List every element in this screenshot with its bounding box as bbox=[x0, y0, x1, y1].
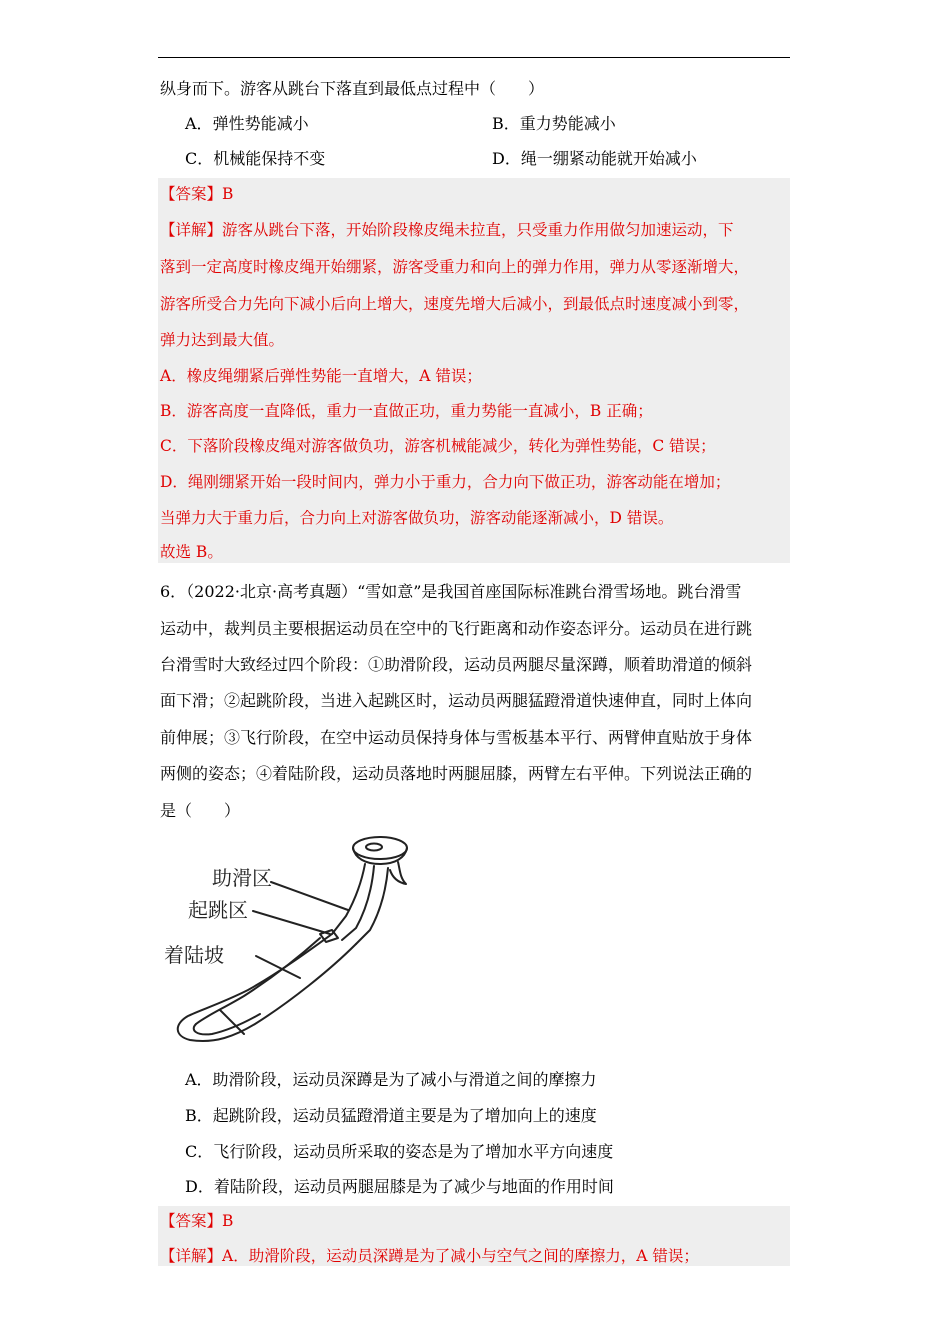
q6-stem-line: 运动中，裁判员主要根据运动员在空中的飞行距离和动作姿态评分。运动员在进行跳 bbox=[160, 619, 753, 638]
option-text: 重力势能减小 bbox=[519, 114, 616, 133]
option-letter: A． bbox=[185, 114, 213, 133]
ski-jump-drawing bbox=[160, 830, 420, 1050]
option-letter: D． bbox=[492, 149, 521, 168]
label-inrun-zone: 助滑区 bbox=[212, 866, 272, 890]
q5-explain-line: 【详解】游客从跳台下落，开始阶段橡皮绳未拉直，只受重力作用做匀加速运动，下 bbox=[160, 221, 734, 239]
option-text: 弹性势能减小 bbox=[212, 114, 309, 133]
ski-jump-figure bbox=[160, 830, 420, 1050]
q5-explain-line: 故选 B。 bbox=[160, 543, 223, 561]
q5-explain-line: A．橡皮绳绷紧后弹性势能一直增大，A 错误； bbox=[160, 367, 482, 385]
q6-stem-line: 台滑雪时大致经过四个阶段：①助滑阶段，运动员两腿尽量深蹲，顺着助滑道的倾斜 bbox=[160, 655, 753, 674]
label-takeoff-zone: 起跳区 bbox=[188, 898, 248, 922]
q5-explain-line: C．下落阶段橡皮绳对游客做负功，游客机械能减少，转化为弹性势能，C 错误； bbox=[160, 437, 716, 455]
q5-option-b bbox=[492, 114, 616, 134]
option-letter: C． bbox=[185, 149, 214, 168]
q6-option-d: D．着陆阶段，运动员两腿屈膝是为了减少与地面的作用时间 bbox=[185, 1177, 614, 1196]
q5-explain-line: 游客所受合力先向下减小后向上增大，速度先增大后减小，到最低点时速度减小到零， bbox=[160, 295, 750, 313]
q5-explain-line: D．绳刚绷紧开始一段时间内，弹力小于重力，合力向下做正功，游客动能在增加； bbox=[160, 473, 731, 491]
q6-stem-line: 两侧的姿态；④着陆阶段，运动员落地时两腿屈膝，两臂左右平伸。下列说法正确的 bbox=[160, 764, 753, 783]
q5-answer: 【答案】B bbox=[160, 185, 234, 203]
q5-explain-line: 当弹力大于重力后，合力向上对游客做负功，游客动能逐渐减小，D 错误。 bbox=[160, 509, 674, 527]
q5-option-c bbox=[185, 149, 325, 169]
q5-explain-line: 落到一定高度时橡皮绳开始绷紧，游客受重力和向上的弹力作用，弹力从零逐渐增大， bbox=[160, 258, 750, 276]
q6-answer: 【答案】B bbox=[160, 1212, 234, 1230]
q6-stem-line: 面下滑；②起跳阶段，当进入起跳区时，运动员两腿猛蹬滑道快速伸直，同时上体向 bbox=[160, 691, 753, 710]
option-letter: B． bbox=[492, 114, 520, 133]
q5-explain-line: 弹力达到最大值。 bbox=[160, 331, 285, 349]
q6-stem-line: 6．（2022·北京·高考真题）“雪如意”是我国首座国际标准跳台滑雪场地。跳台滑雪 bbox=[160, 582, 742, 601]
q6-explain-line: 【详解】A．助滑阶段，运动员深蹲是为了减小与空气之间的摩擦力，A 错误； bbox=[160, 1247, 699, 1265]
q5-option-a bbox=[185, 114, 309, 134]
header-rule bbox=[158, 57, 790, 58]
label-landing-slope: 着陆坡 bbox=[164, 943, 224, 967]
q5-option-d bbox=[492, 149, 697, 169]
option-text: 机械能保持不变 bbox=[213, 149, 326, 168]
q6-option-c: C．飞行阶段，运动员所采取的姿态是为了增加水平方向速度 bbox=[185, 1142, 614, 1161]
q6-option-a: A．助滑阶段，运动员深蹲是为了减小与滑道之间的摩擦力 bbox=[185, 1070, 597, 1089]
q6-stem-line: 是（ ） bbox=[160, 801, 241, 820]
q6-option-b: B．起跳阶段，运动员猛蹬滑道主要是为了增加向上的速度 bbox=[185, 1106, 597, 1125]
q5-explain-line: B．游客高度一直降低，重力一直做正功，重力势能一直减小，B 正确； bbox=[160, 402, 653, 420]
q6-stem-line: 前伸展；③飞行阶段，在空中运动员保持身体与雪板基本平行、两臂伸直贴放于身体 bbox=[160, 728, 753, 747]
q5-stem: 纵身而下。游客从跳台下落直到最低点过程中（ ） bbox=[160, 79, 545, 98]
option-text: 绳一绷紧动能就开始减小 bbox=[520, 149, 697, 168]
